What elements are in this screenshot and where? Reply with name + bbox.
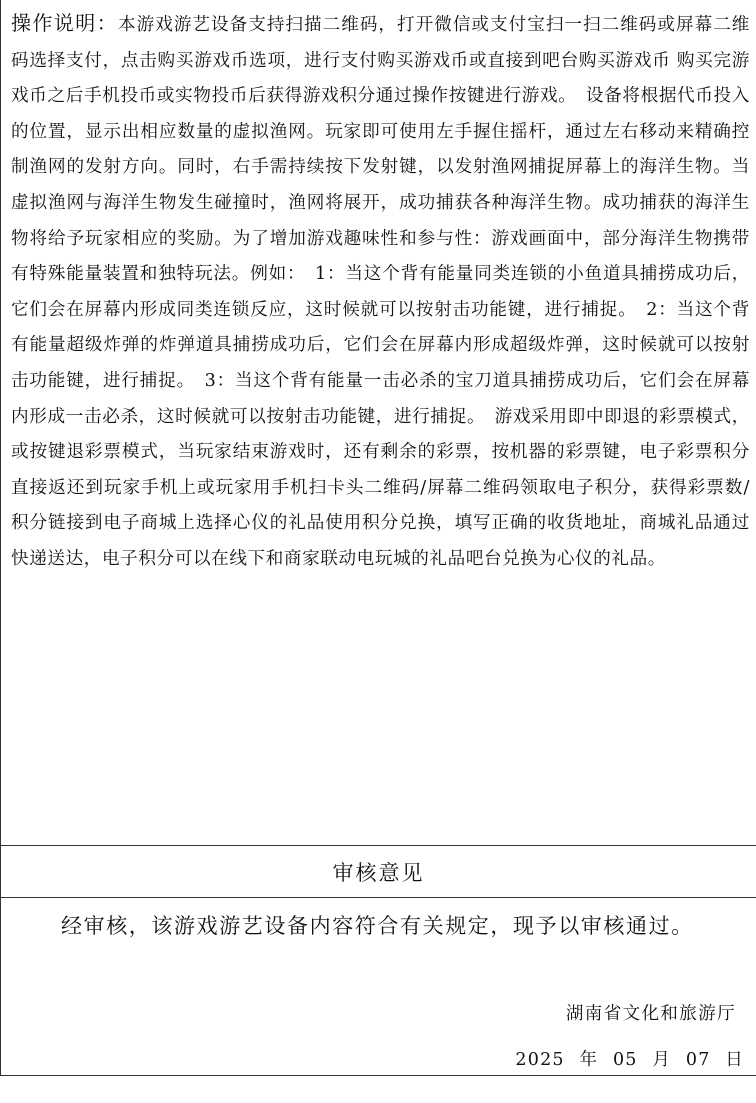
operation-description-cell [1, 0, 756, 846]
review-opinion-heading: 审核意见 [1, 846, 756, 898]
review-opinion-cell [1, 898, 756, 1076]
review-statement: 经审核，该游戏游艺设备内容符合有关规定，现予以审核通过。 [61, 914, 694, 938]
operation-description [11, 6, 750, 578]
issuing-organization: 湖南省文化和旅游厅 [565, 1004, 736, 1024]
review-date: 2025 年 05 月 07 日 [515, 1050, 744, 1070]
operation-description-label: 操作说明： [11, 11, 119, 35]
operation-description-text: 本游戏游艺设备支持扫描二维码，打开微信或支付宝扫一扫二维码或屏幕二维码选择支付，点击购买游戏币选项，进行支付购买游戏币或直接到吧台购买游戏币 购买完游戏币之后手机投币或实物投币后获得游戏积分通过操作按键进行游戏。 设备将根据代币投入的位置，显示出相应数量的虚拟渔网。玩家即可使用左手握住摇杆，通过左右移动来精确控制渔网的发射方向。同时，右手需持续按下发射键，以发射渔网捕捉屏幕上的海洋生物。当虚拟渔网与海洋生物发生碰撞时，渔网将展开，成功捕获各种海洋生物。成功捕获的海洋生物将给予玩家相应的奖励。为了增加游戏趣味性和参与性：游戏画面中，部分海洋生物携带有特殊能量装置和独特玩法。例如： 1：当这个背有能量同类连锁的小鱼道具捕捞成功后，它们会在屏幕内形成同类连锁反应，这时候就可以按射击功能键，进行捕捉。 2：当这个背有能量超级炸弹的炸弹道具捕捞成功后，它们会在屏幕内形成超级炸弹，这时候就可以按射击功能键，进行捕捉。 3：当这个背有能量一击必杀的宝刀道具捕捞成功后，它们会在屏幕内形成一击必杀，这时候就可以按射击功能键，进行捕捉。 游戏采用即中即退的彩票模式，或按键退彩票模式，当玩家结束游戏时，还有剩余的彩票，按机器的彩票键，电子彩票积分直接返还到玩家手机上或玩家用手机扫卡头二维码/屏幕二维码领取电子积分，获得彩票数/积分链接到电子商城上选择心仪的礼品使用积分兑换，填写正确的收货地址，商城礼品通过快递送达，电子积分可以在线下和商家联动电玩城的礼品吧台兑换为心仪的礼品。 [11, 15, 751, 569]
